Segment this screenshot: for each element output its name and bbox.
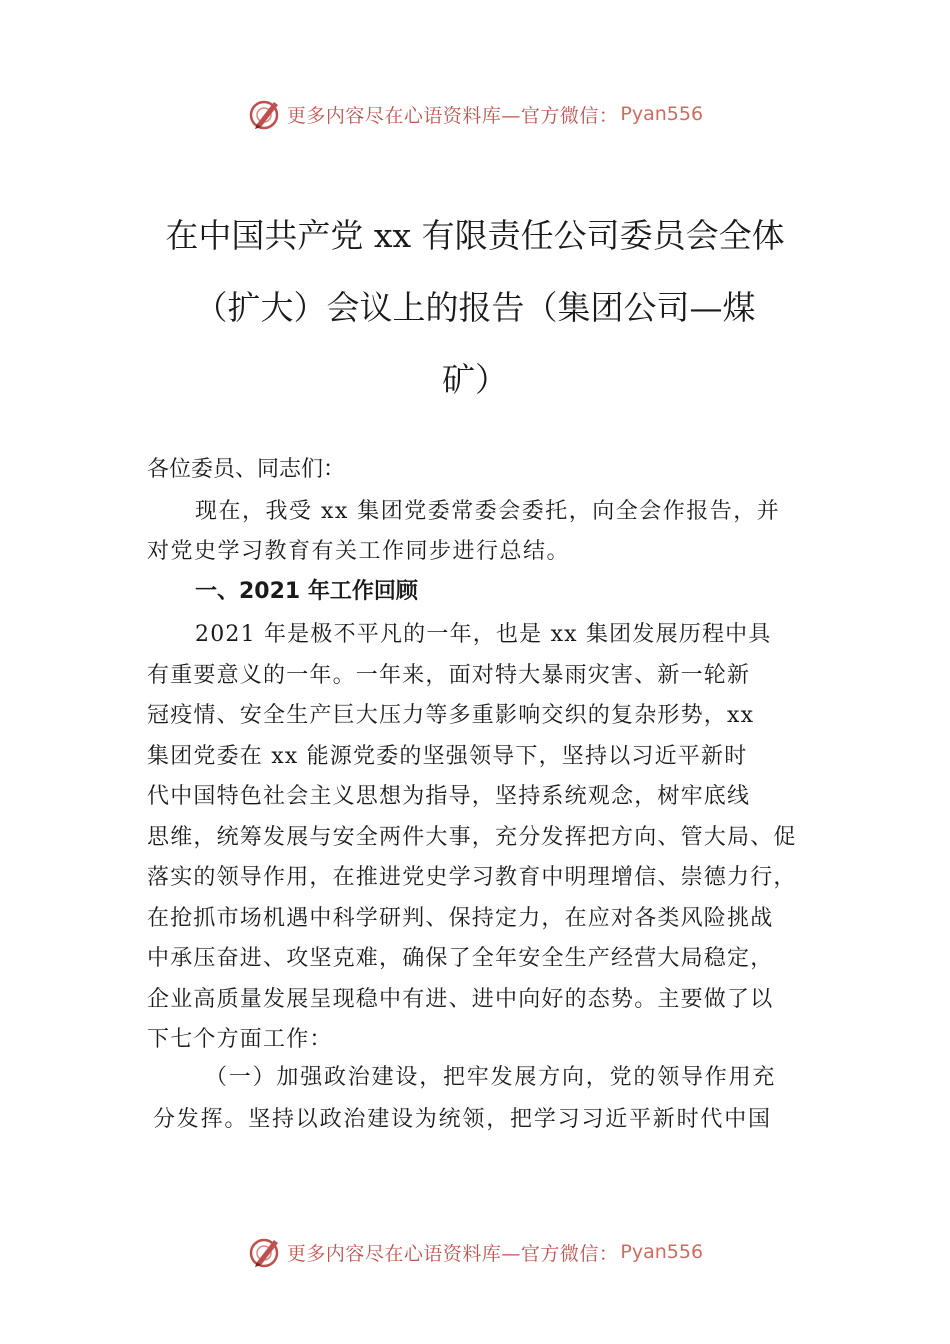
section-paragraph bbox=[147, 615, 827, 1061]
paragraph-line: （一）加强政治建设，把牢发展方向，党的领导作用充 bbox=[205, 1065, 777, 1090]
paragraph-line: 有重要意义的一年。一年来，面对特大暴雨灾害、新一轮新 bbox=[147, 662, 751, 688]
intro-paragraph bbox=[147, 492, 827, 572]
title-line: （扩大）会议上的报告（集团公司—煤 bbox=[194, 288, 756, 327]
paragraph-line: 企业高质量发展呈现稳中有进、进中向好的态势。主要做了以 bbox=[147, 986, 774, 1012]
banner-wechat-id: Pyan556 bbox=[620, 1241, 704, 1263]
paragraph-line: 分发挥。坚持以政治建设为统领，把学习习近平新时代中国 bbox=[153, 1107, 772, 1132]
salutation: 各位委员、同志们： bbox=[147, 457, 346, 482]
section-heading: 一、2021 年工作回顾 bbox=[195, 579, 418, 604]
paragraph-line: 现在，我受 xx 集团党委常委会委托，向全会作报告，并 bbox=[195, 499, 781, 524]
paragraph-line: 对党史学习教育有关工作同步进行总结。 bbox=[147, 539, 571, 564]
banner-text: 更多内容尽在心语资料库—官方微信： bbox=[286, 104, 619, 127]
paragraph-line: 2021 年是极不平凡的一年，也是 xx 集团发展历程中具 bbox=[195, 622, 772, 647]
banner-text: 更多内容尽在心语资料库—官方微信： bbox=[286, 1242, 619, 1265]
paragraph-line: 在抢抓市场机遇中科学研判、保持定力，在应对各类风险挑战 bbox=[147, 905, 774, 931]
paragraph-line: 冠疫情、安全生产巨大压力等多重影响交织的复杂形势，xx bbox=[147, 703, 755, 728]
banner-wechat-id: Pyan556 bbox=[620, 103, 704, 125]
paragraph-line: 中承压奋进、攻坚克难，确保了全年安全生产经营大局稳定， bbox=[147, 946, 774, 971]
paragraph-line: 思维，统筹发展与安全两件大事，充分发挥把方向、管大局、促 bbox=[147, 824, 797, 850]
document-title bbox=[120, 200, 830, 416]
title-line: 矿） bbox=[442, 360, 508, 399]
pen-logo-icon bbox=[247, 96, 283, 132]
subsection-paragraph bbox=[147, 1057, 827, 1141]
footer-banner bbox=[0, 1232, 950, 1272]
paragraph-line: 落实的领导作用，在推进党史学习教育中明理增信、崇德力行， bbox=[147, 865, 797, 890]
header-banner bbox=[0, 94, 950, 134]
paragraph-line: 下七个方面工作： bbox=[147, 1027, 333, 1052]
pen-logo-icon bbox=[247, 1234, 283, 1270]
paragraph-line: 代中国特色社会主义思想为指导，坚持系统观念，树牢底线 bbox=[147, 784, 751, 809]
title-line: 在中国共产党 xx 有限责任公司委员会全体 bbox=[165, 216, 785, 255]
paragraph-line: 集团党委在 xx 能源党委的坚强领导下，坚持以习近平新时 bbox=[147, 743, 748, 769]
